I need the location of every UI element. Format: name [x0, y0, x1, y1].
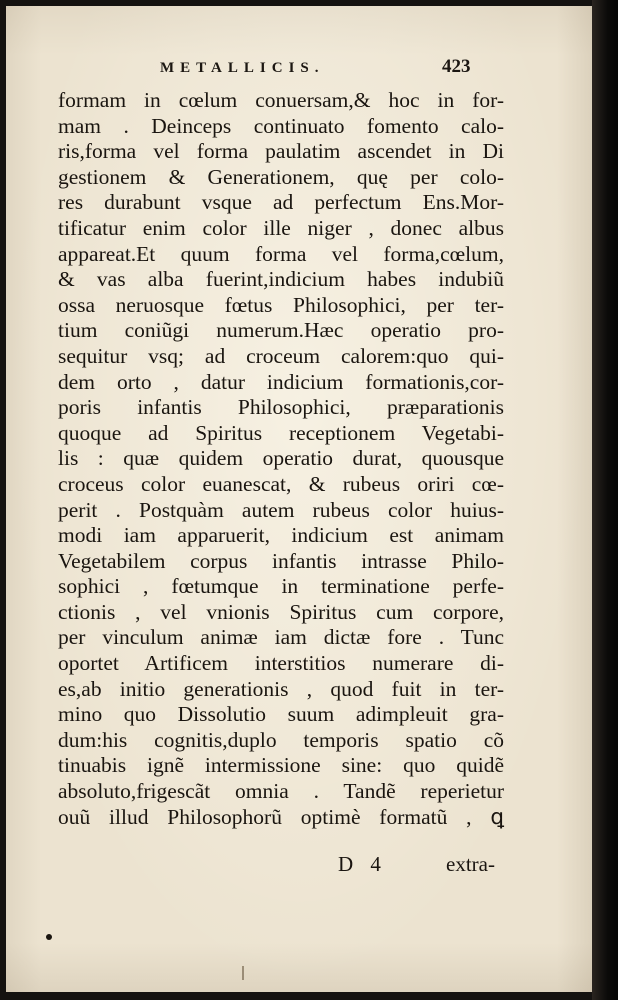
text-line: ouũ illud Philosophorũ optimè formatũ , ꝗ: [58, 804, 504, 829]
text-line: gestionem & Generationem, quę per colo-: [58, 164, 504, 189]
signature-mark: D 4: [338, 852, 387, 876]
text-line: appareat.Et quum forma vel forma,cœlum,: [58, 241, 504, 266]
page-leaf: [6, 6, 592, 992]
text-line: formam in cœlum conuersam,& hoc in for-: [58, 88, 504, 112]
text-line: Vegetabilem corpus infantis intrasse Philo-: [58, 548, 504, 573]
text-line: modi iam apparuerit, indicium est animam: [58, 523, 504, 548]
text-line: tificatur enim color ille niger , donec albus: [58, 215, 504, 240]
text-line: dum:his cognitis,duplo temporis spatio cõ: [58, 727, 504, 752]
text-line: perit . Postquàm autem rubeus color huius-: [58, 497, 504, 522]
text-line: es,ab initio generationis , quod fuit in ter-: [58, 676, 504, 701]
running-head: METALLICIS.: [160, 60, 325, 76]
catchword: extra-: [446, 852, 495, 876]
page-number: 423: [442, 56, 471, 77]
text-line: absoluto,frigescãt omnia . Tandẽ reperietur: [58, 779, 504, 804]
text-line: ossa neruosque fœtus Philosophici, per ter-: [58, 292, 504, 317]
text-line: poris infantis Philosophici, præparationis: [58, 395, 504, 420]
text-line: mino quo Dissolutio suum adimpleuit gra-: [58, 702, 504, 727]
ink-blot: [46, 934, 52, 940]
text-line: dem orto , datur indicium formationis,cor-: [58, 369, 504, 394]
paper-nick: [242, 966, 244, 980]
page-header: [6, 58, 592, 82]
text-line: sophici , fœtumque in terminatione perfe-: [58, 574, 504, 599]
text-line: res durabunt vsque ad perfectum Ens.Mor-: [58, 190, 504, 215]
body-text: [58, 88, 504, 830]
text-line: oportet Artificem interstitios numerare di-: [58, 651, 504, 676]
binding-shadow: [592, 0, 618, 1000]
text-line: mam . Deinceps continuato fomento calo-: [58, 113, 504, 138]
text-line: lis : quæ quidem operatio durat, quousque: [58, 446, 504, 471]
text-line: ris,forma vel forma paulatim ascendet in Di: [58, 139, 504, 164]
text-line: & vas alba fuerint,indicium habes indubiũ: [58, 267, 504, 292]
text-line: ctionis , vel vnionis Spiritus cum corpore,: [58, 599, 504, 624]
text-line: per vinculum animæ iam dictæ fore . Tunc: [58, 625, 504, 650]
text-line: sequitur vsq; ad croceum calorem:quo qui-: [58, 343, 504, 368]
text-line: croceus color euanescat, & rubeus oriri cœ-: [58, 471, 504, 496]
text-line: tinuabis ignẽ intermissione sine: quo quidẽ: [58, 753, 504, 778]
text-line: quoque ad Spiritus receptionem Vegetabi-: [58, 420, 504, 445]
text-line: tium coniũgi numerum.Hæc operatio pro-: [58, 318, 504, 343]
